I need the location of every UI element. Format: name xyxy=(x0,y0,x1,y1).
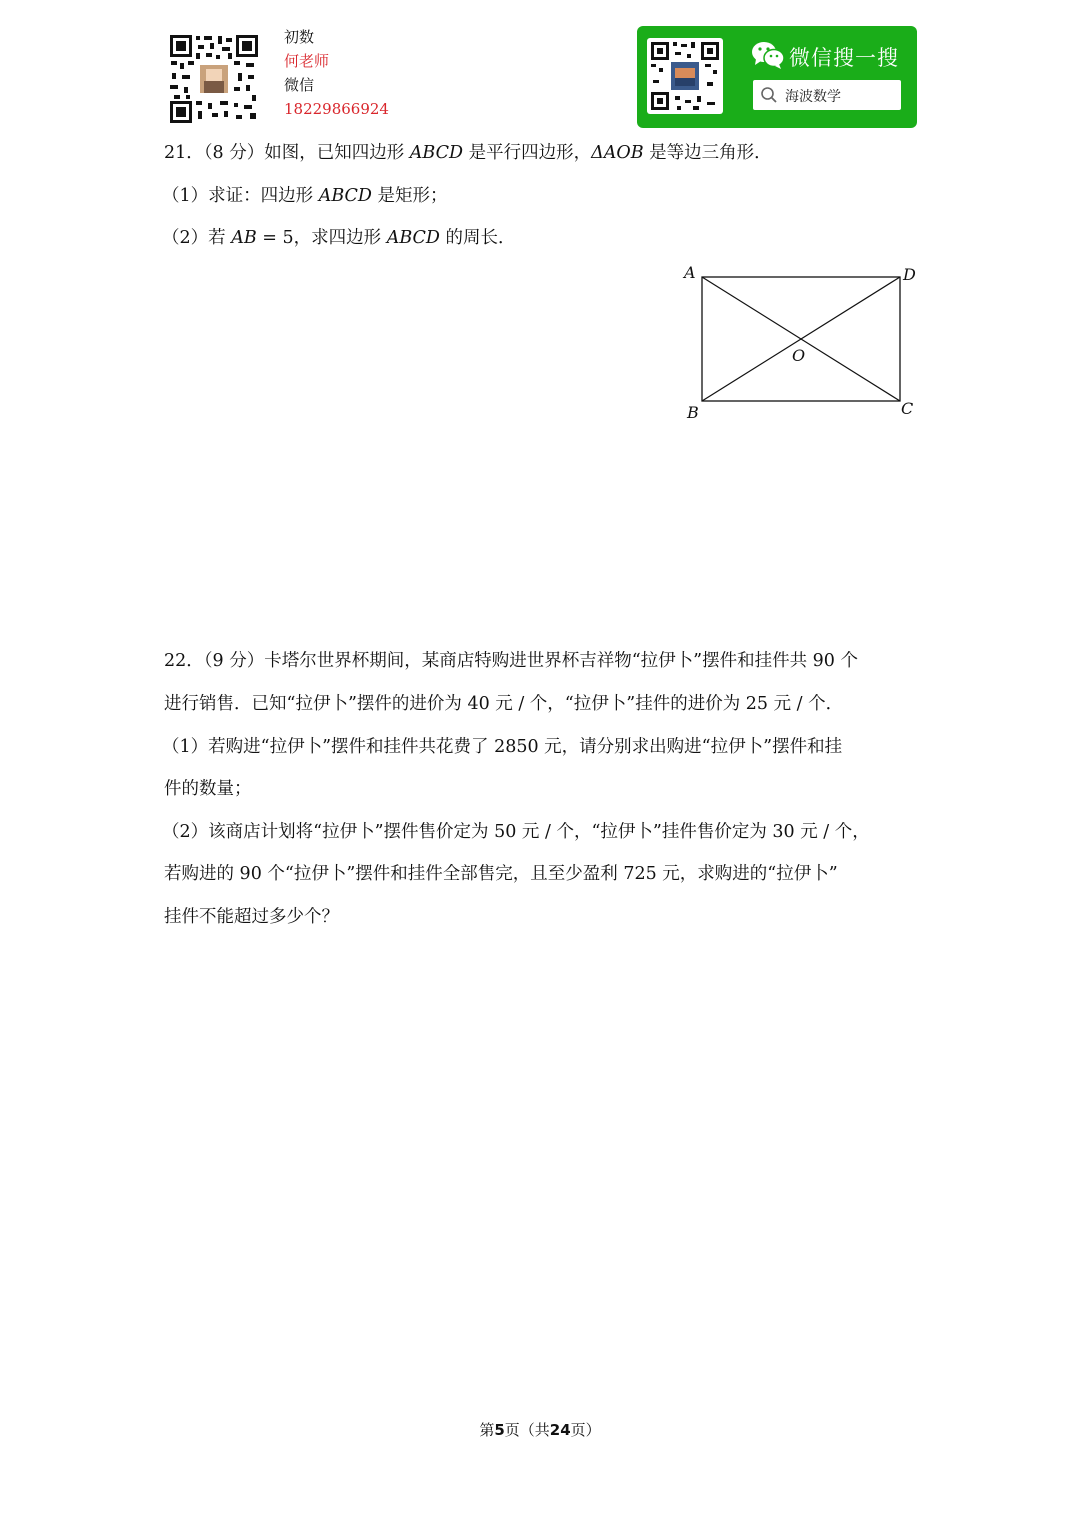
footer-page-total: 24 xyxy=(549,1421,571,1439)
q21-part2-text-1: （2）若 xyxy=(162,228,232,248)
q21-part2 xyxy=(162,227,516,249)
wechat-logo-icon xyxy=(751,40,785,74)
q21-stem-text-2: 是平行四边形， xyxy=(463,143,592,163)
q21-rectangle-figure xyxy=(670,258,930,432)
q21-part2-math-ab: AB xyxy=(231,228,257,248)
figure-label-o: O xyxy=(792,346,806,365)
contact-teacher-name: 何老师 xyxy=(284,52,330,70)
contact-wechat-label: 微信 xyxy=(284,76,315,94)
q22-line-2: 进行销售．已知“拉伊卜”摆件的进价为 40 元 / 个，“拉伊卜”挂件的进价为 25 元 / 个． xyxy=(164,694,844,714)
wechat-search-keyword: 海波数学 xyxy=(785,89,841,105)
q21-part1-text-2: 是矩形； xyxy=(371,186,448,206)
q21-part1 xyxy=(162,185,448,207)
wechat-search-title: 微信搜一搜 xyxy=(789,46,899,70)
wechat-qr-code xyxy=(647,38,723,114)
q21-stem-math-abcd: ABCD xyxy=(409,143,464,163)
q22-part2-line-3: 挂件不能超过多少个？ xyxy=(164,907,339,927)
footer-suffix: 页） xyxy=(570,1421,601,1439)
q21-part1-text-1: （1）求证：四边形 xyxy=(162,186,319,206)
search-icon xyxy=(760,86,778,108)
q21-part2-math-abcd: ABCD xyxy=(386,228,440,248)
q21-part1-math: ABCD xyxy=(318,186,372,206)
wechat-search-box xyxy=(753,80,901,110)
contact-subject: 初数 xyxy=(284,28,315,46)
q21-stem xyxy=(164,142,772,164)
figure-label-d: D xyxy=(903,265,916,284)
q21-part2-text-3: 的周长． xyxy=(439,228,516,248)
q22-part1-line-2: 件的数量； xyxy=(164,779,252,799)
page-footer xyxy=(0,1419,1080,1440)
q21-stem-text-1: 21．（8 分）如图，已知四边形 xyxy=(164,143,410,163)
footer-prefix: 第 xyxy=(479,1421,495,1439)
teacher-qr-code xyxy=(168,33,260,125)
figure-label-a: A xyxy=(684,263,696,282)
q22-part2-line-2: 若购进的 90 个“拉伊卜”摆件和挂件全部售完，且至少盈利 725 元，求购进的“拉伊卜” xyxy=(164,864,838,884)
q21-stem-text-3: 是等边三角形． xyxy=(643,143,772,163)
footer-page-number: 5 xyxy=(494,1421,505,1439)
q21-part2-text-2: = 5，求四边形 xyxy=(256,228,387,248)
contact-phone: 18229866924 xyxy=(284,100,389,118)
q22-part2-line-1: （2）该商店计划将“拉伊卜”摆件售价定为 50 元 / 个，“拉伊卜”挂件售价定为 30 元 / 个， xyxy=(162,822,870,842)
q22-part1-line-1: （1）若购进“拉伊卜”摆件和挂件共花费了 2850 元，请分别求出购进“拉伊卜”摆件和挂 xyxy=(162,737,843,757)
q22-line-1: 22．（9 分）卡塔尔世界杯期间，某商店特购进世界杯吉祥物“拉伊卜”摆件和挂件共 90 个 xyxy=(164,651,858,671)
q21-stem-math-aob: ΔAOB xyxy=(591,143,644,163)
figure-label-b: B xyxy=(687,403,699,422)
figure-label-c: C xyxy=(901,399,914,418)
wechat-search-banner xyxy=(637,26,917,128)
footer-mid: 页（共 xyxy=(504,1421,550,1439)
